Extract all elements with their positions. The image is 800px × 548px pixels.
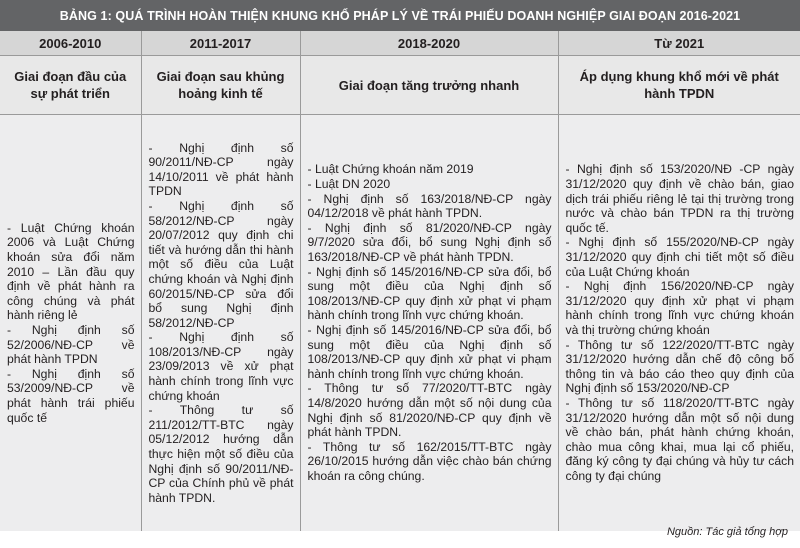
- legal-item: - Thông tư số 122/2020/TT-BTC ngày 31/12/2020 hướng dẫn chế độ công bố thông tin và báo cáo theo quy định của Nghị định số 153/2020/NĐ-CP: [565, 337, 794, 396]
- phase-label: Giai đoạn đầu của sự phát triển: [0, 56, 141, 115]
- source-note: Nguồn: Tác giả tổng hợp: [666, 526, 788, 538]
- legal-item: - Nghị định số 145/2016/NĐ-CP sửa đổi, bổ sung một điều của Nghị định số 108/2013/NĐ-CP quy định xử phạt vi phạm hành chính trong lĩnh vực chứng khoán.: [307, 264, 552, 323]
- legal-item: - Nghị định số 52/2006/NĐ-CP về phát hành TPDN: [7, 323, 135, 367]
- legal-item: - Thông tư số 162/2015/TT-BTC ngày 26/10/2015 hướng dẫn việc chào bán chứng khoán ra công chúng.: [307, 439, 552, 483]
- legal-item: - Luật Chứng khoán 2006 và Luật Chứng khoán sửa đổi năm 2010 – Lần đầu quy định về phát hành ra công chúng và phát hành riêng lẻ: [7, 220, 135, 323]
- legal-item: - Nghị định số 53/2009/NĐ-CP về phát hành trái phiếu quốc tế: [7, 366, 135, 425]
- content-cell: [141, 115, 300, 532]
- content-row: [0, 115, 800, 532]
- legal-item: - Thông tư số 118/2020/TT-BTC ngày 31/12/2020 hướng dẫn một số nội dung về chào bán, phát hành chứng khoán, chào mua công khai, mua lại cổ phiếu, đăng ký công ty đại chúng và hủy tư cách công ty đại chúng: [565, 395, 794, 483]
- legal-item: - Nghị định số 163/2018/NĐ-CP ngày 04/12/2018 về phát hành TPDN.: [307, 191, 552, 221]
- legal-item: - Nghị định số 145/2016/NĐ-CP sửa đổi, bổ sung một điều của Nghị định số 108/2013/NĐ-CP quy định xử phạt vi phạm hành chính trong lĩnh vực chứng khoán.: [307, 323, 552, 381]
- phase-row: [0, 56, 800, 115]
- phase-label: Giai đoạn sau khủng hoảng kinh tế: [141, 56, 300, 115]
- period-header: 2018-2020: [300, 31, 558, 56]
- legal-item: - Luật DN 2020: [307, 177, 391, 192]
- legal-item: - Nghị định số 90/2011/NĐ-CP ngày 14/10/2011 về phát hành TPDN: [148, 140, 294, 199]
- legal-item: - Nghị định số 108/2013/NĐ-CP ngày 23/09/2013 về xử phạt hành chính trong lĩnh vực chứng khoán: [148, 330, 294, 403]
- legal-item: - Luật Chứng khoán năm 2019: [307, 162, 474, 177]
- legal-item: - Nghị định số 58/2012/NĐ-CP ngày 20/07/2012 quy định chi tiết và hướng dẫn thi hành một số điều của Luật chứng khoán và Nghị định 60/2015/NĐ-CP sửa đổi bổ sung Nghị định 58/2012/NĐ-CP: [148, 198, 294, 330]
- legal-item: - Nghị định số 81/2020/NĐ-CP ngày 9/7/2020 sửa đổi, bổ sung Nghị định số 163/2018/NĐ-CP về phát hành TPDN.: [307, 220, 552, 265]
- content-cell: [300, 115, 558, 532]
- legal-item: - Thông tư số 77/2020/TT-BTC ngày 14/8/2020 hướng dẫn một số nội dung của Nghị định số 81/2020/NĐ-CP quy định về phát hành TPDN.: [307, 381, 552, 440]
- legal-item: - Nghị định 156/2020/NĐ-CP ngày 31/12/2020 quy định xử phạt vi phạm hành chính trong lĩnh vực chứng khoán và thị trường chứng khoán: [565, 279, 794, 337]
- legal-item: - Nghị định số 155/2020/NĐ-CP ngày 31/12/2020 quy định chi tiết một số điều của Luật Chứng khoán: [565, 235, 794, 279]
- content-cell: [558, 115, 800, 532]
- table-title: BẢNG 1: QUÁ TRÌNH HOÀN THIỆN KHUNG KHỔ PHÁP LÝ VỀ TRÁI PHIẾU DOANH NGHIỆP GIAI ĐOẠN 2016-2021: [0, 0, 800, 31]
- legal-item: - Thông tư số 211/2012/TT-BTC ngày 05/12/2012 hướng dẫn thực hiện một số điều của Nghị định số 90/2011/NĐ-CP của Chính phủ về phát hành TPDN.: [148, 403, 294, 505]
- content-cell: [0, 115, 141, 532]
- period-header: Từ 2021: [558, 31, 800, 56]
- period-header: 2011-2017: [141, 31, 300, 56]
- legal-item: - Nghị định số 153/2020/NĐ -CP ngày 31/12/2020 quy định về chào bán, giao dịch trái phiếu riêng lẻ tại thị trường trong nước và chào bán TPDN ra thị trường quốc tế.: [565, 162, 794, 235]
- phase-label: Giai đoạn tăng trưởng nhanh: [300, 56, 558, 115]
- legal-framework-table: [0, 31, 800, 531]
- period-header: 2006-2010: [0, 31, 141, 56]
- phase-label: Áp dụng khung khổ mới về phát hành TPDN: [558, 56, 800, 115]
- period-header-row: [0, 31, 800, 56]
